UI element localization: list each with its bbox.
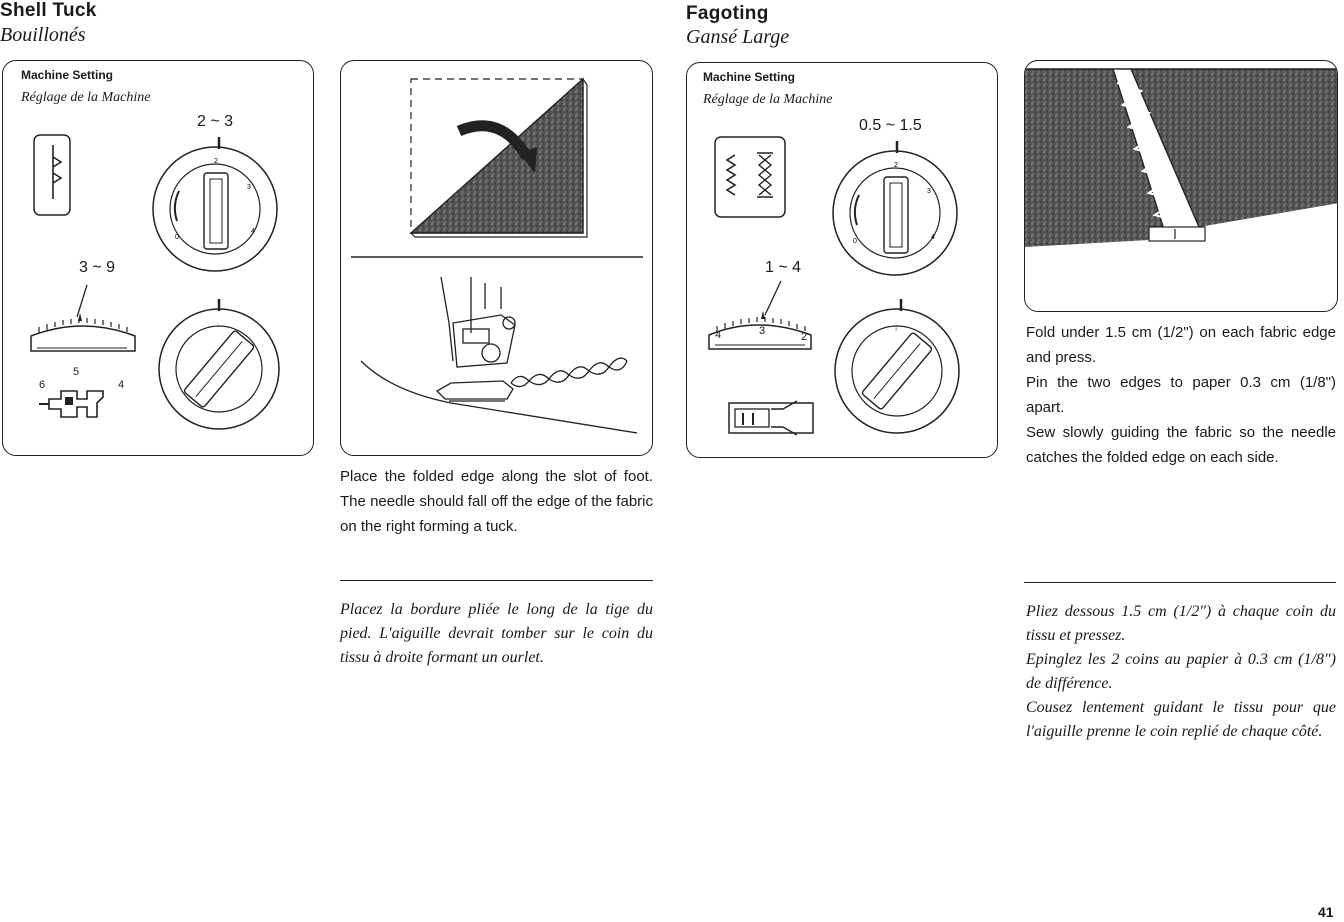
stitch-width-value: 2 ~ 3	[197, 113, 234, 130]
instructions-en	[1026, 320, 1336, 470]
presser-foot-icon	[729, 401, 813, 435]
instructions-en	[340, 464, 653, 539]
machine-setting-panel	[686, 62, 998, 458]
instruction-paragraph: Cousez lentement guidant le tissu pour que l'aiguille prenne le coin replié de chaque côté.	[1026, 699, 1336, 740]
svg-text:⁝: ⁝	[895, 326, 898, 333]
scale-label: 5	[73, 366, 80, 378]
machine-setting-diagram	[3, 61, 315, 457]
instruction-paragraph: Pliez dessous 1.5 cm (1/2") à chaque coin du tissu et pressez.	[1026, 603, 1336, 644]
illustration-panel	[1024, 60, 1338, 312]
machine-setting-panel	[2, 60, 314, 456]
svg-text:2: 2	[214, 158, 218, 165]
stitch-width-value: 0.5 ~ 1.5	[859, 117, 922, 134]
stitch-length-scale-icon	[709, 281, 811, 349]
machine-setting-label: Machine Setting	[703, 70, 796, 84]
stitch-length-scale-icon	[31, 285, 135, 351]
svg-text:2: 2	[894, 162, 898, 169]
stitch-length-value: 1 ~ 4	[765, 259, 802, 276]
instructions-fr	[1026, 600, 1336, 744]
scale-label: 4	[715, 329, 722, 341]
stitch-width-dial-icon	[833, 141, 957, 275]
sewing-foot-icon	[361, 277, 637, 433]
svg-text:4: 4	[251, 228, 255, 235]
instructions-fr	[340, 598, 653, 670]
fagoting-fabric-icon	[1025, 69, 1338, 247]
instruction-paragraph: Epinglez les 2 coins au papier à 0.3 cm (1/8") de différence.	[1026, 651, 1336, 692]
stitch-width-dial-icon	[153, 137, 277, 271]
instruction-paragraph: Pin the two edges to paper 0.3 cm (1/8") apart.	[1026, 374, 1336, 416]
section-title-fr: Gansé Large	[686, 26, 790, 48]
folded-fabric-icon	[411, 79, 587, 237]
stitch-pattern-icon	[715, 137, 785, 217]
machine-setting-diagram	[687, 63, 999, 459]
section-title-en: Fagoting	[686, 3, 769, 24]
scale-label: 3	[759, 325, 766, 337]
scale-label: 4	[118, 379, 125, 391]
stitch-length-dial-icon	[159, 299, 279, 429]
machine-setting-label: Machine Setting	[21, 68, 114, 82]
shell-tuck-illustration	[341, 61, 654, 457]
machine-setting-label-fr: Réglage de la Machine	[21, 90, 151, 105]
section-title-en: Shell Tuck	[0, 0, 97, 21]
divider	[340, 580, 653, 581]
stitch-length-dial-icon	[835, 299, 959, 433]
svg-text::: :	[217, 322, 219, 329]
svg-text:0: 0	[853, 238, 857, 245]
stitch-length-value: 3 ~ 9	[79, 259, 116, 276]
scale-label: 6	[39, 379, 46, 391]
divider	[1024, 582, 1336, 583]
instruction-paragraph: Place the folded edge along the slot of foot. The needle should fall off the edge of the fabric on the right forming a tuck.	[340, 468, 653, 535]
instruction-paragraph: Fold under 1.5 cm (1/2") on each fabric edge and press.	[1026, 324, 1336, 366]
machine-setting-label-fr: Réglage de la Machine	[703, 92, 833, 107]
scale-label: 2	[801, 331, 808, 343]
stitch-pattern-icon	[34, 135, 70, 215]
svg-text:3: 3	[247, 184, 251, 191]
instruction-paragraph: Placez la bordure pliée le long de la tige du pied. L'aiguille devrait tomber sur le coin du tissu à droite formant un ourlet.	[340, 601, 653, 666]
svg-text:3: 3	[927, 188, 931, 195]
section-title-fr: Bouillonés	[0, 24, 86, 46]
instruction-paragraph: Sew slowly guiding the fabric so the needle catches the folded edge on each side.	[1026, 424, 1336, 466]
page-number: 41	[1318, 904, 1334, 920]
presser-foot-icon	[39, 391, 103, 417]
fagoting-illustration	[1025, 61, 1338, 312]
svg-text:4: 4	[931, 234, 935, 241]
svg-text:0: 0	[175, 234, 179, 241]
illustration-panel	[340, 60, 653, 456]
